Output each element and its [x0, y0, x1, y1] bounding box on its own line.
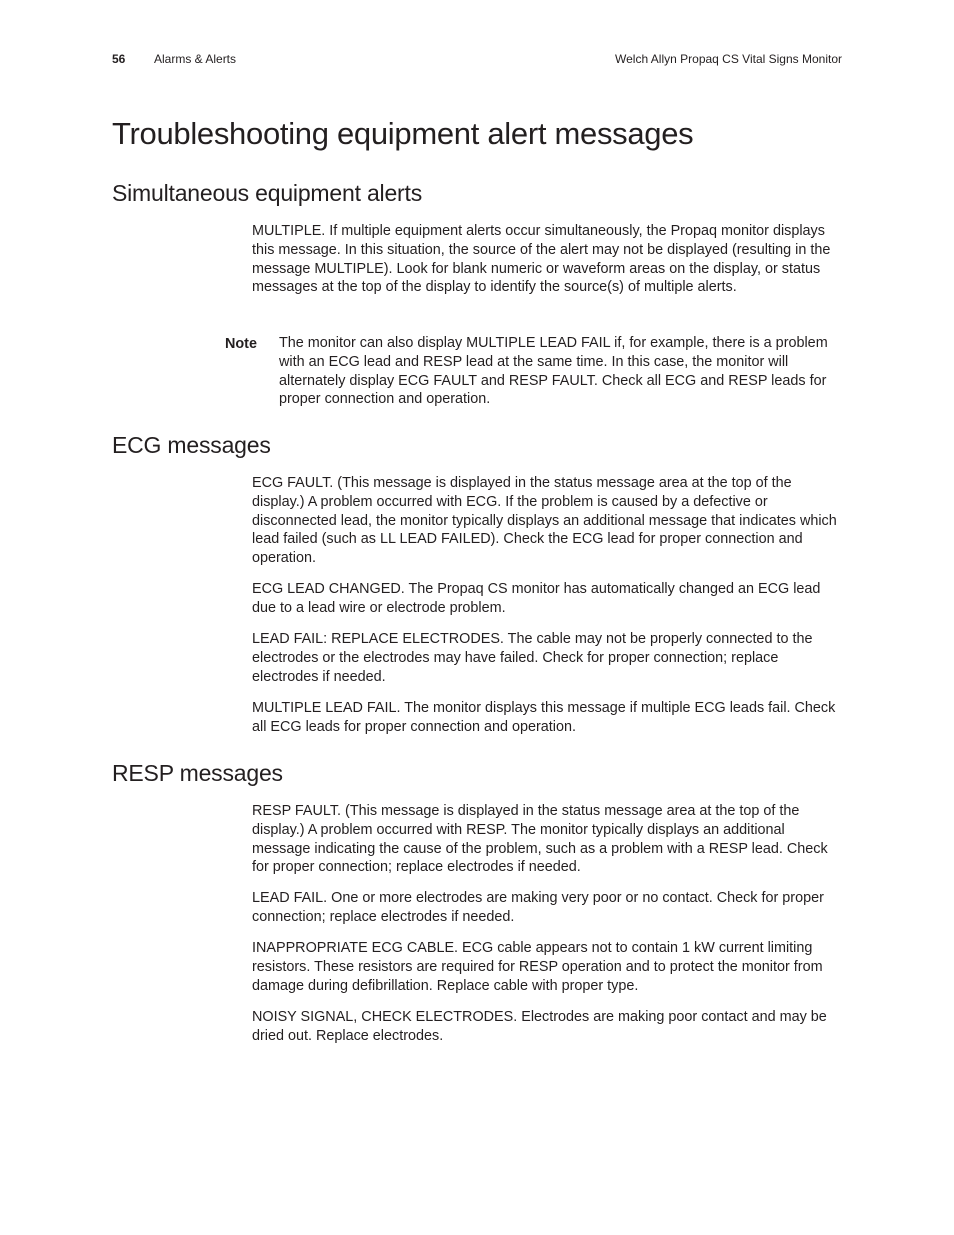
paragraph-multiple: MULTIPLE. If multiple equipment alerts occur simultaneously, the Propaq monitor displays this message. In this situation, the source of the alert may not be displayed (resulting in the message MULTIPLE). Look for blank numeric or waveform areas on the display, or status messages at the top of the display to identify the source(s) of multiple alerts.: [252, 223, 831, 296]
paragraph-multiple-lead-fail: MULTIPLE LEAD FAIL. The monitor displays this message if multiple ECG leads fail. Check all ECG leads for proper connection and operation.: [252, 700, 836, 735]
section-heading-simultaneous: Simultaneous equipment alerts: [112, 180, 422, 206]
chapter-name: Alarms & Alerts: [154, 52, 237, 66]
running-header: [112, 52, 842, 70]
paragraph-ecg-fault: ECG FAULT. (This message is displayed in the status message area at the top of the display.) A problem occurred with ECG. If the problem is caused by a defective or disconnected lead, the monitor typically displays an additional message that indicates which lead failed (such as LL LEAD FAILED). Check the ECG lead for proper connection and operation.: [252, 475, 837, 567]
paragraph-lead-fail: LEAD FAIL. One or more electrodes are making very poor or no contact. Check for proper connection; replace electrodes if needed.: [252, 890, 824, 925]
page-title: Troubleshooting equipment alert messages: [112, 116, 694, 151]
paragraph-noisy-signal: NOISY SIGNAL, CHECK ELECTRODES. Electrodes are making poor contact and may be dried out. Replace electrodes.: [252, 1009, 827, 1044]
paragraph-lead-fail-replace: LEAD FAIL: REPLACE ELECTRODES. The cable may not be properly connected to the electrodes or the electrodes may have failed. Check for proper connection; replace electrodes if needed.: [252, 631, 813, 685]
note-text: The monitor can also display MULTIPLE LEAD FAIL if, for example, there is a problem with an ECG lead and RESP lead at the same time. In this case, the monitor will alternately display ECG FAULT and RESP FAULT. Check all ECG and RESP leads for proper connection and operation.: [279, 335, 828, 408]
section-heading-resp: RESP messages: [112, 760, 283, 786]
paragraph-inappropriate-cable: INAPPROPRIATE ECG CABLE. ECG cable appears not to contain 1 kW current limiting resistors. These resistors are required for RESP operation and to protect the monitor from damage during defibrillation. Replace cable with proper type.: [252, 940, 823, 994]
paragraph-resp-fault: RESP FAULT. (This message is displayed in the status message area at the top of the display.) A problem occurred with RESP. The monitor typically displays an additional message indicating the cause of the problem, such as a problem with a RESP lead. Check for proper connection; replace electrodes if needed.: [252, 803, 828, 876]
note-label: Note: [225, 336, 257, 352]
paragraph-ecg-lead-changed: ECG LEAD CHANGED. The Propaq CS monitor has automatically changed an ECG lead due to a lead wire or electrode problem.: [252, 581, 821, 616]
page-number: 56: [112, 52, 126, 66]
document-title: Welch Allyn Propaq CS Vital Signs Monitor: [615, 52, 842, 66]
section-heading-ecg: ECG messages: [112, 432, 271, 458]
